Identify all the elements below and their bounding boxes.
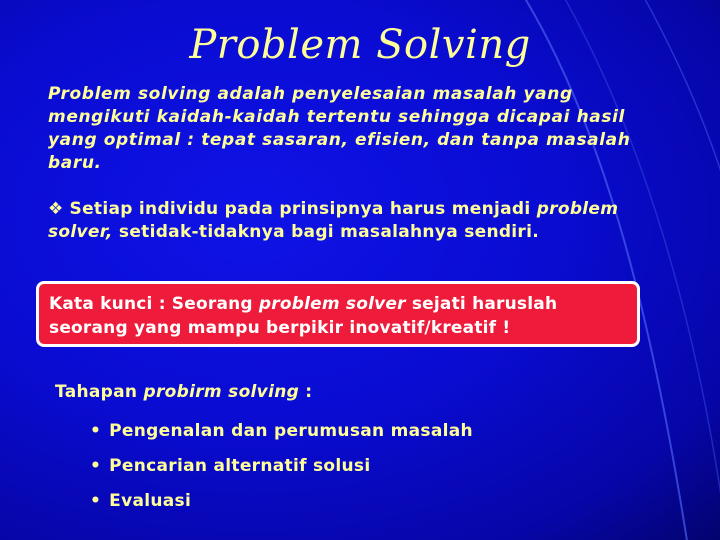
diamond-bullet-icon: ❖ xyxy=(48,199,64,219)
definition-paragraph: Problem solving adalah penyelesaian masalah yang mengikuti kaidah-kaidah tertentu sehingga dicapai hasil yang optimal : tepat sasaran, efisien, dan tanpa masalah baru. xyxy=(48,84,631,173)
statement-text-italic: problem solver, xyxy=(48,199,619,242)
slide-title: Problem Solving xyxy=(189,22,531,68)
keyword-callout-box xyxy=(36,281,640,347)
list-item-text: Evaluasi xyxy=(109,491,192,511)
stages-heading-start: Tahapan xyxy=(55,382,144,402)
bullet-icon: • xyxy=(90,456,102,476)
statement-paragraph xyxy=(48,198,658,244)
list-item-text: Pengenalan dan perumusan masalah xyxy=(109,421,473,441)
keyword-text-start: Kata kunci : Seorang xyxy=(49,294,259,314)
list-item xyxy=(90,419,473,454)
list-item-text: Pencarian alternatif solusi xyxy=(109,456,371,476)
bullet-icon: • xyxy=(90,421,102,441)
stages-heading-italic: probirm solving xyxy=(143,382,300,402)
list-item xyxy=(90,454,473,489)
stages-heading xyxy=(55,382,312,402)
stages-heading-end: : xyxy=(299,382,313,402)
stages-list xyxy=(90,419,473,524)
statement-text-start: Setiap individu pada prinsipnya harus menjadi xyxy=(69,199,537,219)
keyword-text-italic: problem solver xyxy=(258,294,406,314)
statement-text-end: setidak-tidaknya bagi masalahnya sendiri. xyxy=(112,222,540,242)
list-item xyxy=(90,489,473,524)
keyword-text-end: sejati haruslah seorang yang mampu berpikir inovatif/kreatif ! xyxy=(49,294,558,338)
bullet-icon: • xyxy=(90,491,102,511)
